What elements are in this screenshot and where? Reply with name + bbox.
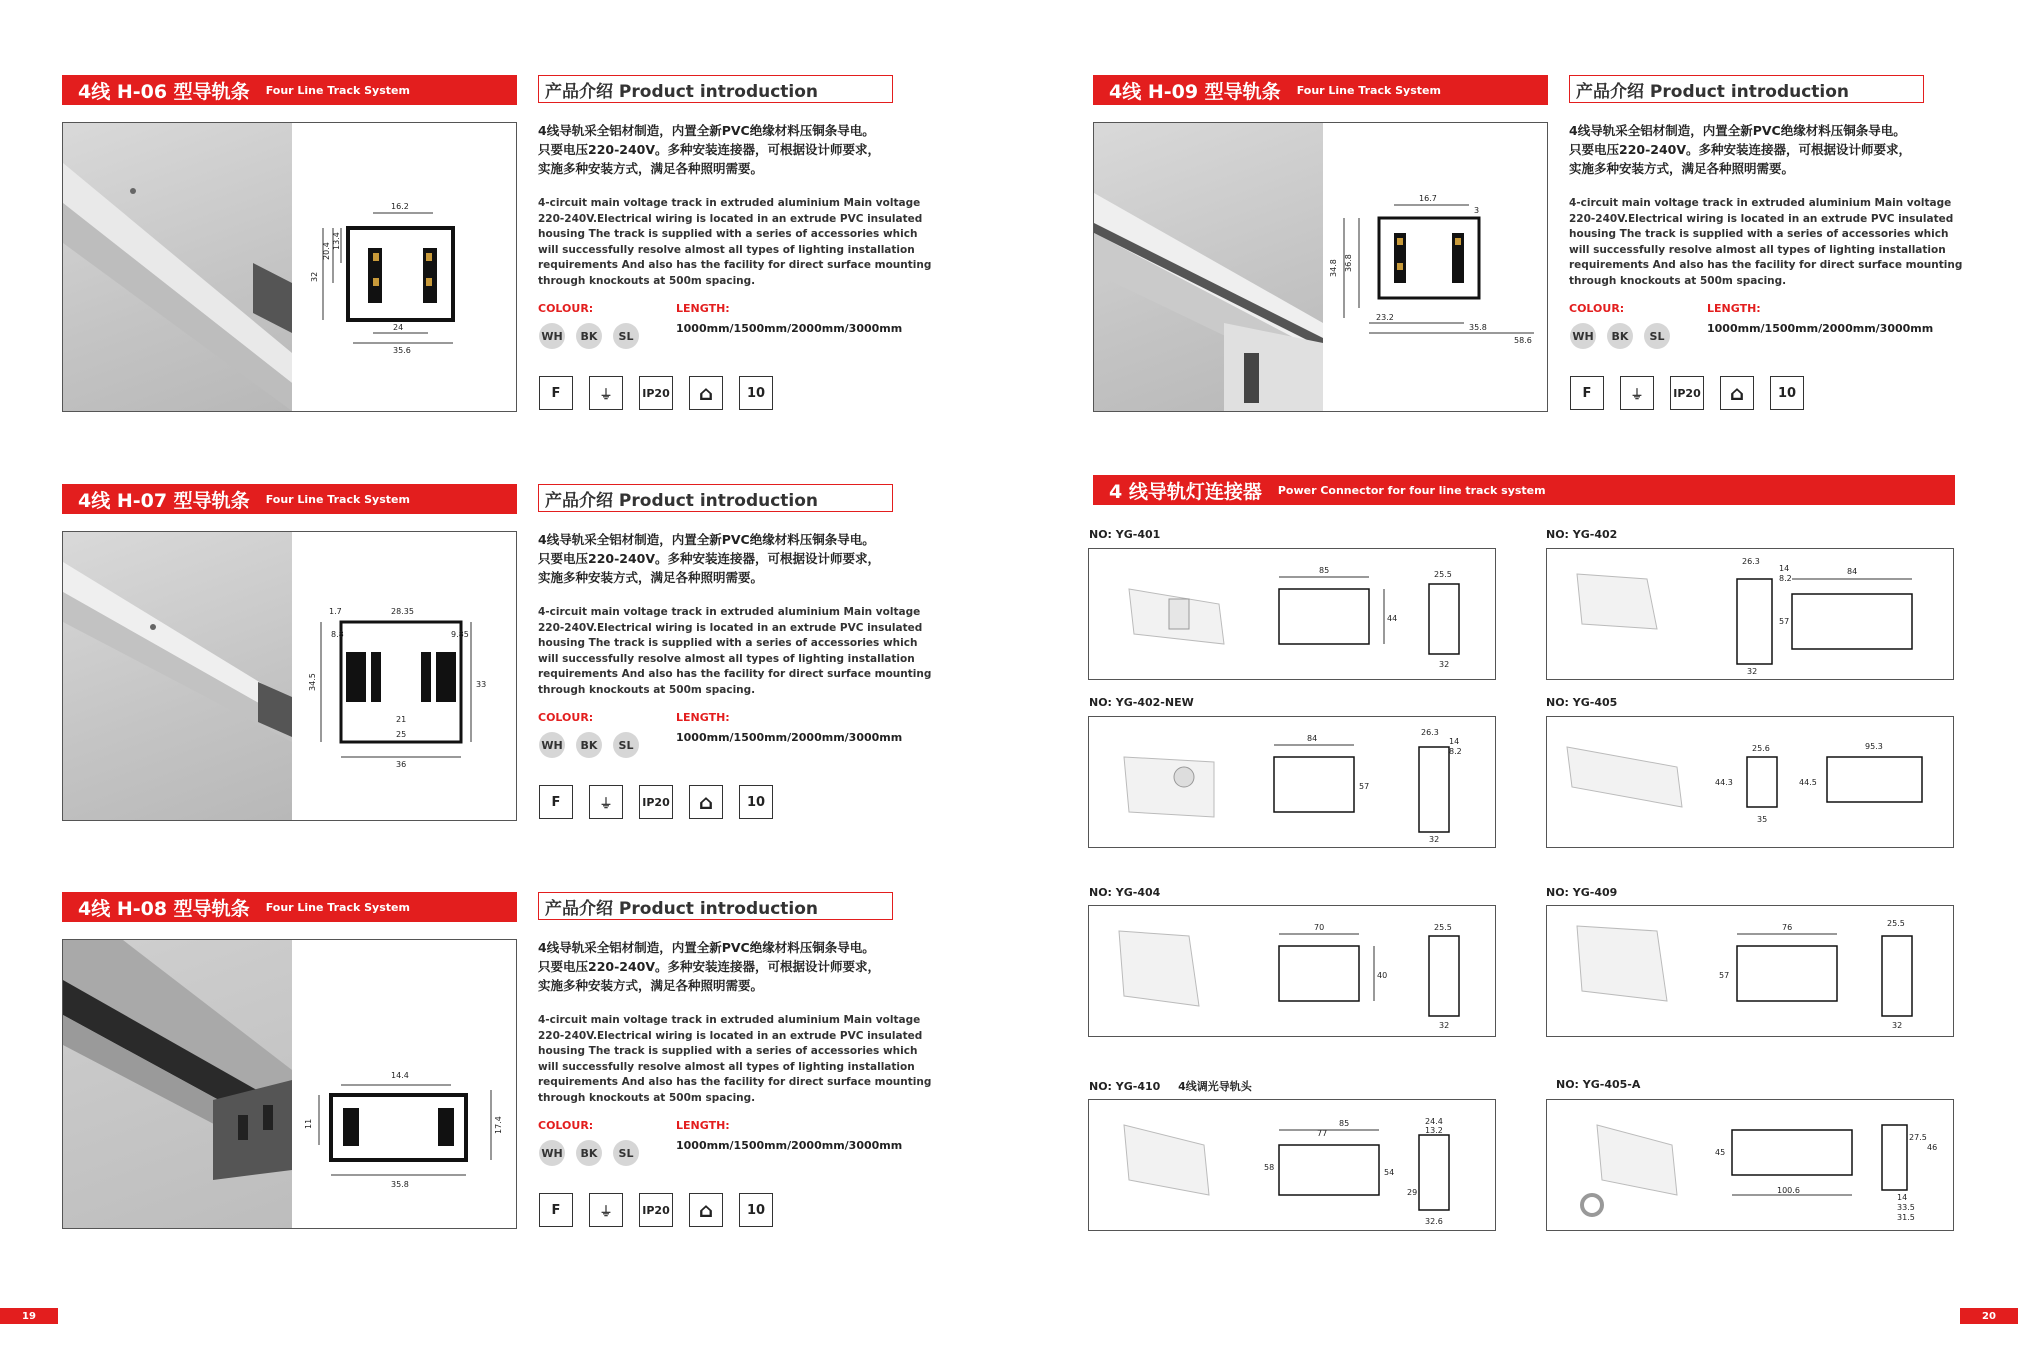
connector-no: NO: YG-405 <box>1546 696 1618 709</box>
house-icon: ⌂ <box>689 1193 723 1227</box>
dim-label: 34.5 <box>308 673 317 691</box>
track-photo <box>63 532 292 820</box>
intro-zh-line: 4线导轨采全铝材制造，内置全新PVC绝缘材料压铜条导电。 <box>538 123 875 138</box>
ip20-icon: IP20 <box>639 376 673 410</box>
connector-no-text: NO: YG-410 <box>1089 1080 1161 1093</box>
connector-card-yg409 <box>1546 905 1954 1037</box>
intro-zh-line: 4线导轨采全铝材制造，内置全新PVC绝缘材料压铜条导电。 <box>538 532 875 547</box>
connector-card-yg405 <box>1546 716 1954 848</box>
ten-icon: 10 <box>739 376 773 410</box>
track-photo <box>63 123 292 411</box>
colour-label: COLOUR: <box>538 302 594 315</box>
connector-card-yg404 <box>1088 905 1496 1037</box>
dim-label: 77 <box>1317 1129 1328 1138</box>
connector-card-yg402 <box>1546 548 1954 680</box>
dim-label: 32 <box>1429 835 1440 844</box>
f-class-icon: F <box>539 1193 573 1227</box>
dim-label: 45 <box>1715 1148 1726 1157</box>
length-value: 1000mm/1500mm/2000mm/3000mm <box>1707 322 1934 335</box>
dim-label: 35.8 <box>391 1180 409 1189</box>
product-title: 4线 H-08 型导轨条 <box>78 897 250 920</box>
connector-card-yg402-new <box>1088 716 1496 848</box>
intro-en: 4-circuit main voltage track in extruded aluminium Main voltage 220-240V.Electrical wiring is located in an extrude PVC insulated housing The track is supplied with a series of accessories which will successfully resolve almost all types of lighting installation requirements And also has the facility for direct surface mounting through knockouts at 500m spacing. <box>1569 197 1963 287</box>
intro-zh-line: 只要电压220-240V。多种安装连接器，可根据设计师要求， <box>538 551 881 566</box>
product-image-h07 <box>62 531 517 821</box>
dim-label: 25 <box>396 730 407 739</box>
product-subtitle: Four Line Track System <box>1296 83 1441 97</box>
dim-label: 35 <box>1757 815 1768 824</box>
f-class-icon: F <box>539 785 573 819</box>
connector-note: 4线调光导轨头 <box>1178 1080 1252 1093</box>
dim-label: 8.2 <box>1779 574 1792 583</box>
intro-heading: 产品介绍 Product introduction <box>538 484 893 512</box>
colour-label: COLOUR: <box>538 1119 594 1132</box>
intro-zh <box>1569 121 1929 178</box>
dim-label: 32 <box>1439 1021 1450 1030</box>
product-title: 4线 H-06 型导轨条 <box>78 80 250 103</box>
colour-swatch-wh: WH <box>539 732 565 758</box>
dim-label: 95.3 <box>1865 742 1883 751</box>
connector-card-yg405a <box>1546 1099 1954 1231</box>
product-image-h06 <box>62 122 517 412</box>
length-value: 1000mm/1500mm/2000mm/3000mm <box>676 322 903 335</box>
dim-label: 32 <box>1439 660 1450 669</box>
dim-label: 14 <box>1449 737 1460 746</box>
dim-label: 17.4 <box>494 1116 503 1134</box>
dim-label: 46 <box>1927 1143 1938 1152</box>
colour-swatch-bk: BK <box>1607 323 1633 349</box>
dim-label: 25.6 <box>1752 744 1770 753</box>
colour-swatch-wh: WH <box>539 1140 565 1166</box>
ten-icon: 10 <box>739 1193 773 1227</box>
product-header-h09 <box>1093 75 1548 105</box>
dim-label: 35.6 <box>393 346 411 355</box>
dim-label: 57 <box>1779 617 1790 626</box>
intro-zh-line: 4线导轨采全铝材制造，内置全新PVC绝缘材料压铜条导电。 <box>1569 123 1906 138</box>
house-icon: ⌂ <box>689 785 723 819</box>
length-label: LENGTH: <box>676 711 730 724</box>
dim-label: 21 <box>396 715 407 724</box>
track-photo <box>1094 123 1323 411</box>
dim-label: 25.5 <box>1434 923 1452 932</box>
earth-icon: ⏚ <box>1620 376 1654 410</box>
dim-label: 25.5 <box>1887 919 1905 928</box>
length-label: LENGTH: <box>676 1119 730 1132</box>
f-class-icon: F <box>1570 376 1604 410</box>
intro-heading: 产品介绍 Product introduction <box>538 75 893 103</box>
connector-title: 4 线导轨灯连接器 <box>1109 480 1262 503</box>
dim-label: 16.7 <box>1419 194 1437 203</box>
connector-no: NO: YG-402 <box>1546 528 1618 541</box>
dim-label: 33 <box>476 680 487 689</box>
dim-label: 14 <box>1779 564 1790 573</box>
dim-label: 26.3 <box>1742 557 1760 566</box>
ip20-icon: IP20 <box>639 1193 673 1227</box>
product-title: 4线 H-09 型导轨条 <box>1109 80 1281 103</box>
dim-label: 85 <box>1339 1119 1350 1128</box>
colour-swatch-wh: WH <box>539 323 565 349</box>
product-image-h09 <box>1093 122 1548 412</box>
dim-label: 34.8 <box>1329 259 1338 277</box>
dim-label: 36.8 <box>1344 254 1353 272</box>
intro-zh-line: 只要电压220-240V。多种安装连接器，可根据设计师要求， <box>538 142 881 157</box>
dim-label: 8.8 <box>331 630 344 639</box>
dim-label: 33.5 <box>1897 1203 1915 1212</box>
intro-zh-line: 实施多种安装方式，满足各种照明需要。 <box>538 978 764 993</box>
dim-label: 24 <box>393 323 404 332</box>
colour-swatch-sl: SL <box>613 1140 639 1166</box>
colour-swatch-wh: WH <box>1570 323 1596 349</box>
dim-label: 57 <box>1359 782 1370 791</box>
dim-label: 58 <box>1264 1163 1275 1172</box>
intro-heading: 产品介绍 Product introduction <box>538 892 893 920</box>
length-value: 1000mm/1500mm/2000mm/3000mm <box>676 731 903 744</box>
colour-label: COLOUR: <box>1569 302 1625 315</box>
dim-label: 16.2 <box>391 202 409 211</box>
dim-label: 28.35 <box>391 607 414 616</box>
dim-label: 44.5 <box>1799 778 1817 787</box>
product-header-h07 <box>62 484 517 514</box>
earth-icon: ⏚ <box>589 785 623 819</box>
dim-label: 31.5 <box>1897 1213 1915 1222</box>
dim-label: 70 <box>1314 923 1325 932</box>
dim-label: 100.6 <box>1777 1186 1800 1195</box>
intro-zh-line: 实施多种安装方式，满足各种照明需要。 <box>1569 161 1795 176</box>
dim-label: 40 <box>1377 971 1388 980</box>
dim-label: 85 <box>1319 566 1330 575</box>
dim-label: 14.4 <box>391 1071 409 1080</box>
product-subtitle: Four Line Track System <box>265 492 410 506</box>
dim-label: 84 <box>1307 734 1318 743</box>
product-subtitle: Four Line Track System <box>265 900 410 914</box>
length-label: LENGTH: <box>1707 302 1761 315</box>
intro-en: 4-circuit main voltage track in extruded aluminium Main voltage 220-240V.Electrical wiring is located in an extrude PVC insulated housing The track is supplied with a series of accessories which will successfully resolve almost all types of lighting installation requirements And also has the facility for direct surface mounting through knockouts at 500m spacing. <box>538 197 932 287</box>
product-image-h08 <box>62 939 517 1229</box>
intro-heading: 产品介绍 Product introduction <box>1569 75 1924 103</box>
colour-swatch-sl: SL <box>613 732 639 758</box>
intro-zh-line: 实施多种安装方式，满足各种照明需要。 <box>538 570 764 585</box>
dim-label: 84 <box>1847 567 1858 576</box>
dim-label: 32.6 <box>1425 1217 1443 1226</box>
house-icon: ⌂ <box>689 376 723 410</box>
colour-swatch-sl: SL <box>1644 323 1670 349</box>
dim-label: 13.2 <box>1425 1126 1443 1135</box>
intro-en: 4-circuit main voltage track in extruded aluminium Main voltage 220-240V.Electrical wiring is located in an extrude PVC insulated housing The track is supplied with a series of accessories which will successfully resolve almost all types of lighting installation requirements And also has the facility for direct surface mounting through knockouts at 500m spacing. <box>538 606 932 696</box>
intro-zh <box>538 938 898 995</box>
length-label: LENGTH: <box>676 302 730 315</box>
ip20-icon: IP20 <box>1670 376 1704 410</box>
intro-zh-line: 4线导轨采全铝材制造，内置全新PVC绝缘材料压铜条导电。 <box>538 940 875 955</box>
dim-label: 25.5 <box>1434 570 1452 579</box>
connector-no <box>1089 1078 1252 1094</box>
connector-subtitle: Power Connector for four line track system <box>1277 483 1546 497</box>
dim-label: 29 <box>1407 1188 1418 1197</box>
connector-no: NO: YG-402-NEW <box>1089 696 1194 709</box>
connector-card-yg410 <box>1088 1099 1496 1231</box>
dim-label: 23.2 <box>1376 313 1394 322</box>
connector-header <box>1093 475 1955 505</box>
colour-swatch-bk: BK <box>576 1140 602 1166</box>
dim-label: 11 <box>304 1118 313 1129</box>
page-number: 20 <box>1960 1308 2018 1324</box>
dim-label: 3 <box>1474 206 1480 215</box>
track-photo <box>63 940 292 1228</box>
dim-label: 54 <box>1384 1168 1395 1177</box>
earth-icon: ⏚ <box>589 1193 623 1227</box>
intro-zh-line: 实施多种安装方式，满足各种照明需要。 <box>538 161 764 176</box>
dim-label: 44.3 <box>1715 778 1733 787</box>
dim-label: 24.4 <box>1425 1117 1443 1126</box>
dim-label: 20.4 <box>322 242 331 260</box>
f-class-icon: F <box>539 376 573 410</box>
intro-zh-line: 只要电压220-240V。多种安装连接器，可根据设计师要求， <box>538 959 881 974</box>
connector-no: NO: YG-404 <box>1089 886 1161 899</box>
ten-icon: 10 <box>739 785 773 819</box>
house-icon: ⌂ <box>1720 376 1754 410</box>
intro-en: 4-circuit main voltage track in extruded aluminium Main voltage 220-240V.Electrical wiring is located in an extrude PVC insulated housing The track is supplied with a series of accessories which will successfully resolve almost all types of lighting installation requirements And also has the facility for direct surface mounting through knockouts at 500m spacing. <box>538 1014 932 1104</box>
intro-zh <box>538 530 898 587</box>
colour-label: COLOUR: <box>538 711 594 724</box>
length-value: 1000mm/1500mm/2000mm/3000mm <box>676 1139 903 1152</box>
dim-label: 1.7 <box>329 607 342 616</box>
product-header-h06 <box>62 75 517 105</box>
page-number: 19 <box>0 1308 58 1324</box>
ten-icon: 10 <box>1770 376 1804 410</box>
earth-icon: ⏚ <box>589 376 623 410</box>
dim-label: 26.3 <box>1421 728 1439 737</box>
dim-label: 36 <box>396 760 407 769</box>
product-subtitle: Four Line Track System <box>265 83 410 97</box>
connector-no: NO: YG-409 <box>1546 886 1618 899</box>
dim-label: 9.85 <box>451 630 469 639</box>
colour-swatch-bk: BK <box>576 323 602 349</box>
connector-no: NO: YG-401 <box>1089 528 1161 541</box>
dim-label: 58.6 <box>1514 336 1532 345</box>
ip20-icon: IP20 <box>639 785 673 819</box>
dim-label: 35.8 <box>1469 323 1487 332</box>
dim-label: 57 <box>1719 971 1730 980</box>
colour-swatch-bk: BK <box>576 732 602 758</box>
dim-label: 14 <box>1897 1193 1908 1202</box>
intro-zh-line: 只要电压220-240V。多种安装连接器，可根据设计师要求， <box>1569 142 1912 157</box>
dim-label: 76 <box>1782 923 1793 932</box>
connector-no: NO: YG-405-A <box>1556 1078 1641 1091</box>
product-header-h08 <box>62 892 517 922</box>
product-title: 4线 H-07 型导轨条 <box>78 489 250 512</box>
dim-label: 13.4 <box>332 232 341 250</box>
dim-label: 27.5 <box>1909 1133 1927 1142</box>
dim-label: 44 <box>1387 614 1398 623</box>
colour-swatch-sl: SL <box>613 323 639 349</box>
dim-label: 32 <box>1747 667 1758 676</box>
connector-card-yg401 <box>1088 548 1496 680</box>
dim-label: 32 <box>1892 1021 1903 1030</box>
intro-zh <box>538 121 898 178</box>
dim-label: 8.2 <box>1449 747 1462 756</box>
dim-label: 32 <box>310 271 319 282</box>
